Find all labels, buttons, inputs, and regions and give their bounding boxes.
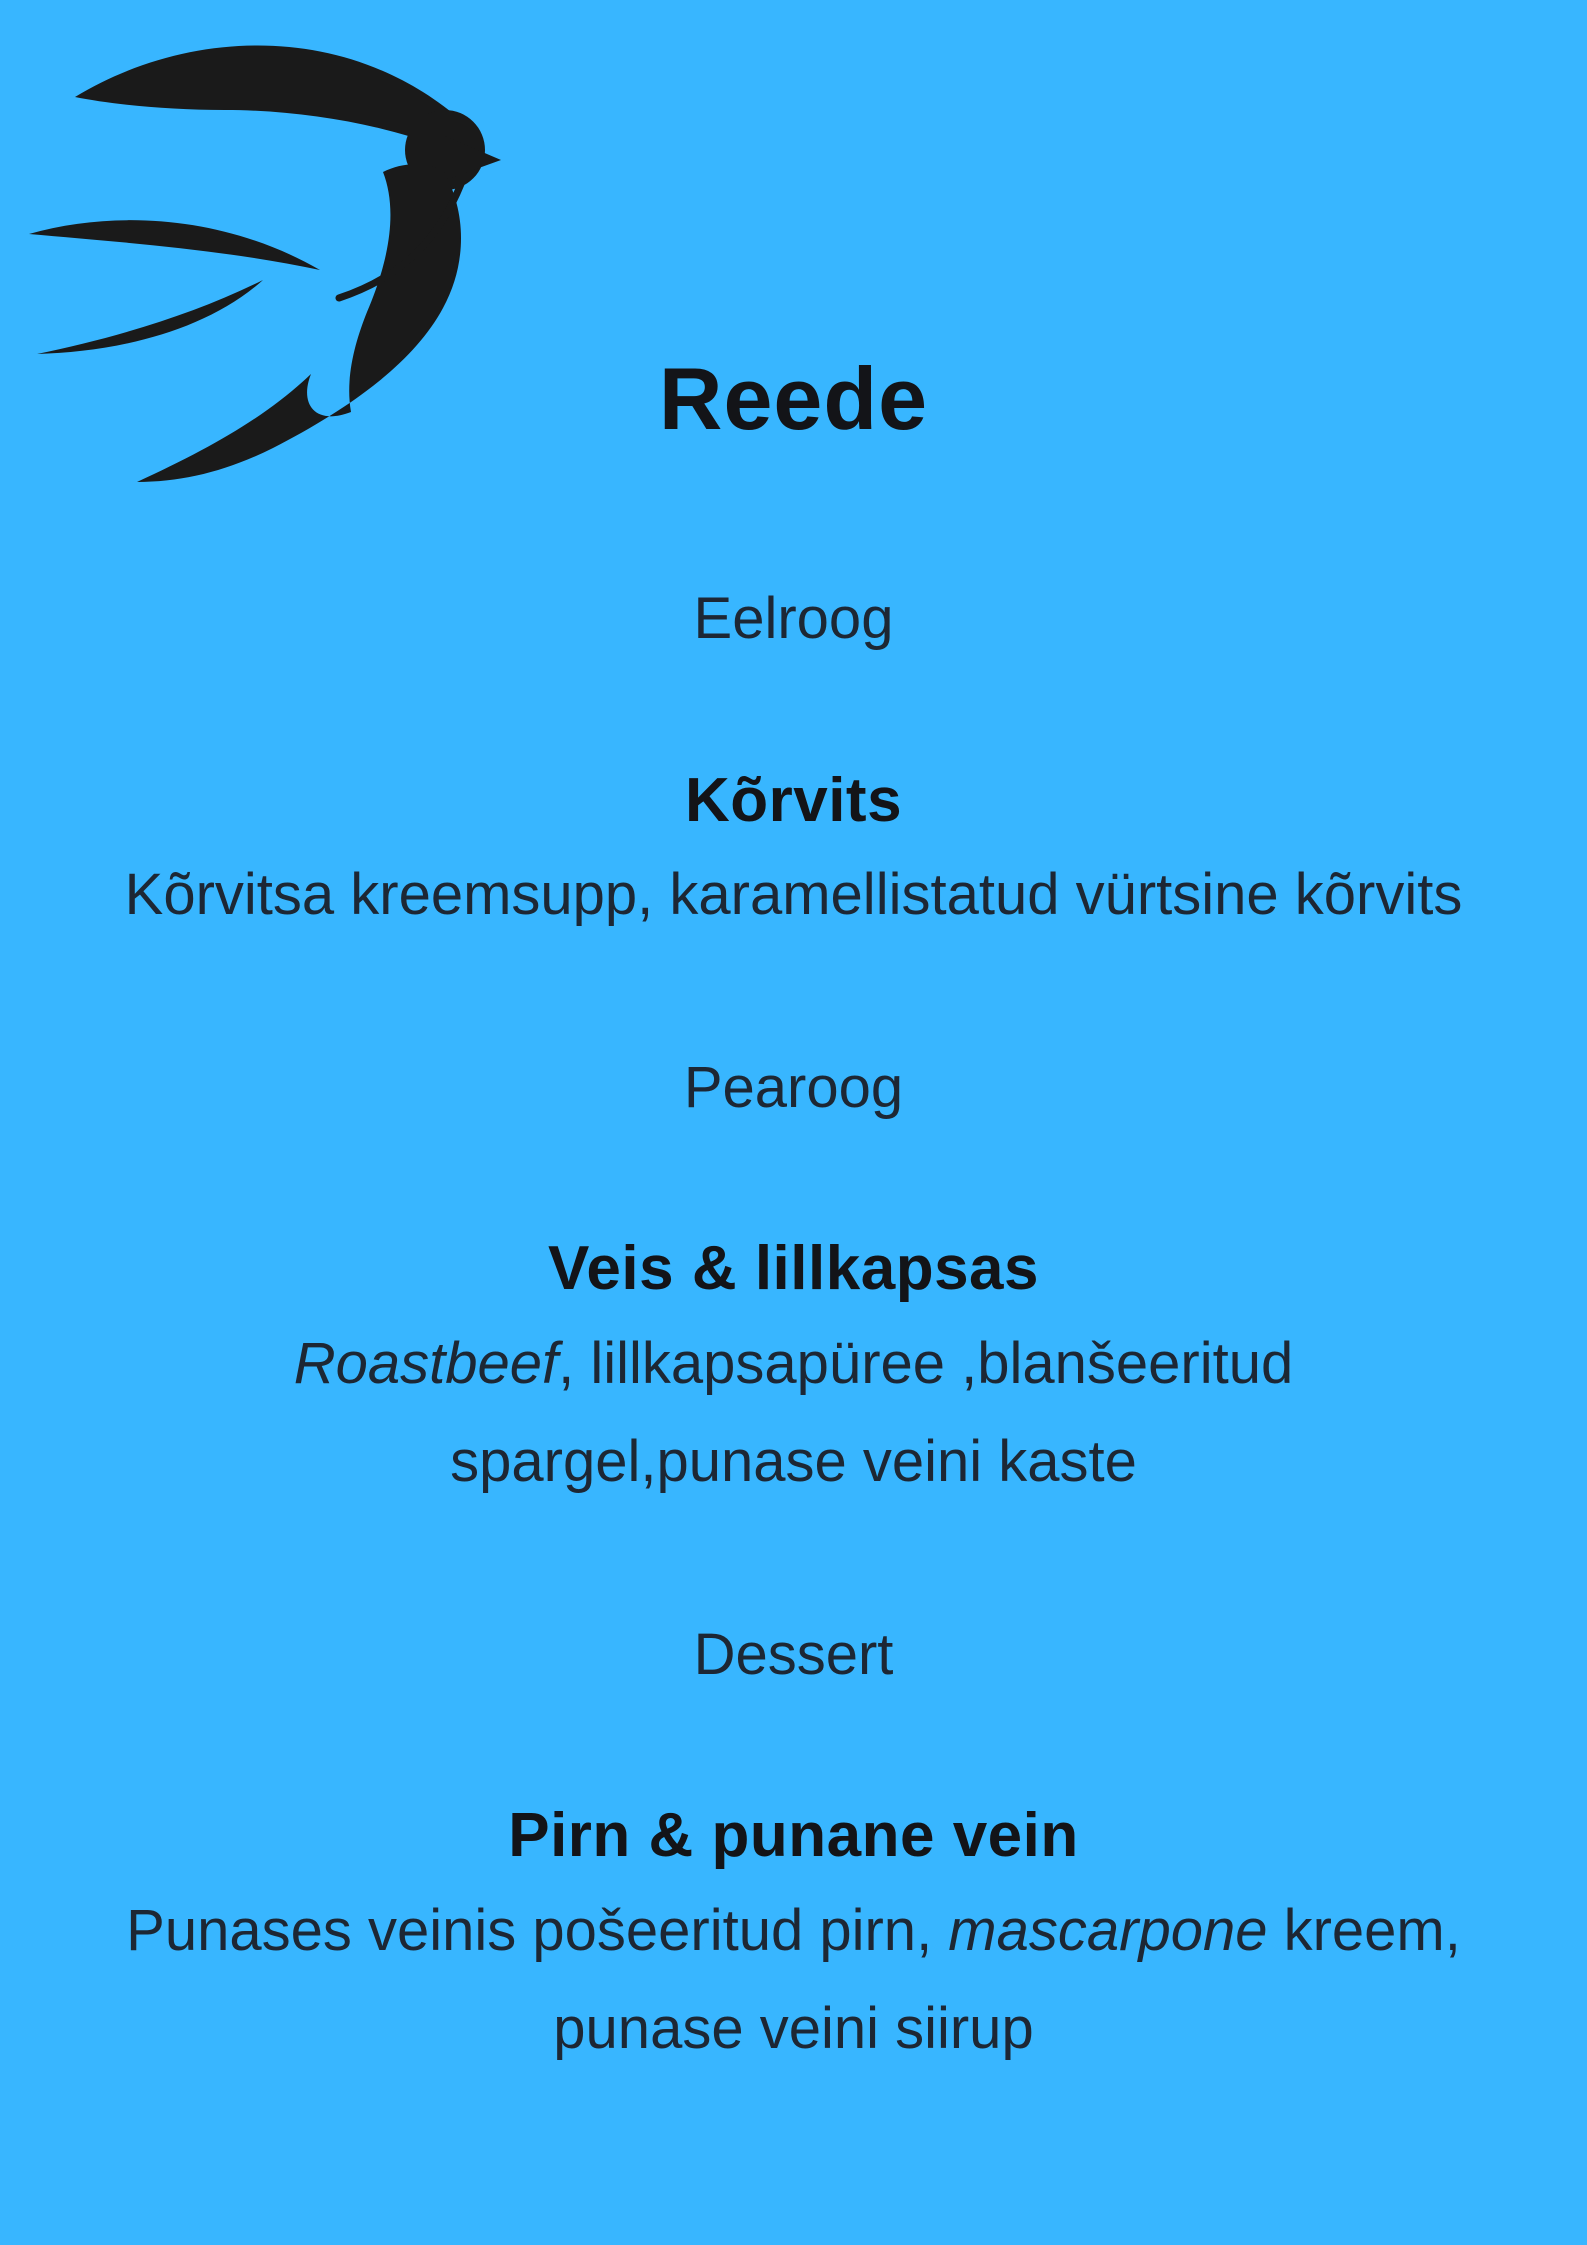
dish-name: Kõrvits [684, 765, 903, 835]
menu-header [0, 0, 1587, 540]
description-italic-text: mascarpone [948, 1897, 1268, 1963]
course-label: Dessert [693, 1621, 894, 1687]
description-text: punase veini siirup [553, 1996, 1034, 2062]
course-label: Pearoog [683, 1054, 904, 1120]
description-text: Punases veinis pošeeritud pirn, [126, 1897, 949, 1963]
course-label: Eelroog [693, 586, 894, 651]
description-text: spargel,punase veini kaste [450, 1429, 1137, 1495]
menu-section [0, 1053, 1587, 1512]
description-italic-text: Roastbeef [293, 1330, 559, 1396]
description-text: kreem, [1267, 1897, 1461, 1963]
menu [0, 584, 1587, 2079]
dish-description [0, 1882, 1587, 2079]
dish-name: Veis & lillkapsas [547, 1234, 1040, 1304]
dish-description [0, 846, 1587, 945]
menu-section [0, 1620, 1587, 2079]
description-text: , lillkapsapüree ,blanšeeritud [558, 1330, 1294, 1396]
swallow-logo-icon [15, 12, 705, 532]
dish-description [0, 1315, 1587, 1512]
description-text: Kõrvitsa kreemsupp, karamellistatud vürtsine kõrvits [124, 861, 1463, 927]
dish-name: Pirn & punane vein [508, 1801, 1079, 1871]
menu-section [0, 584, 1587, 945]
page-title: Reede [658, 349, 929, 448]
